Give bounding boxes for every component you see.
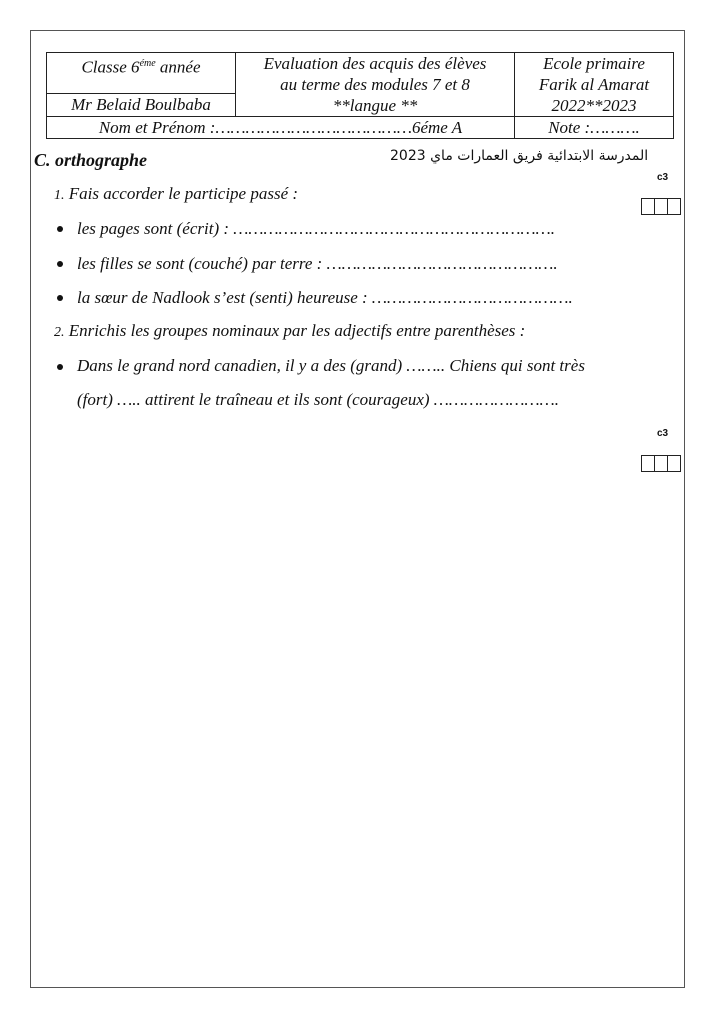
school-line-3: 2022**2023 xyxy=(551,96,637,115)
exercise-1-item-1[interactable]: les pages sont (écrit) : ………………………………………………………. xyxy=(77,219,555,238)
evaluation-cell xyxy=(236,53,515,117)
section-title: C. orthographe xyxy=(34,150,148,170)
score-label-1: c3 xyxy=(657,172,669,183)
name-field[interactable]: Nom et Prénom :…………………………………6éme A xyxy=(47,117,515,139)
school-line-1: Ecole primaire xyxy=(543,54,645,73)
eval-line-1: Evaluation des acquis des élèves xyxy=(263,54,487,73)
page-border xyxy=(30,30,685,988)
eval-line-3: **langue ** xyxy=(332,96,418,115)
bullet-icon xyxy=(57,295,63,301)
bullet-icon xyxy=(57,261,63,267)
class-prefix: Classe 6 xyxy=(81,57,140,77)
header-table xyxy=(46,52,674,139)
exercise-2-instruction: Enrichis les groupes nominaux par les adjectifs entre parenthèses : xyxy=(68,321,526,340)
exercise-1-item-2[interactable]: les filles se sont (couché) par terre : ………………………………………. xyxy=(77,254,558,273)
class-suffix: année xyxy=(155,57,201,77)
bullet-icon xyxy=(57,364,63,370)
exercise-1-item-3[interactable]: la sœur de Nadlook s’est (senti) heureuse : …………………………………. xyxy=(77,288,573,307)
school-line-2: Farik al Amarat xyxy=(538,75,650,94)
score-label-2: c3 xyxy=(657,428,669,439)
exercise-1-instruction: Fais accorder le participe passé : xyxy=(68,184,299,203)
teacher-cell: Mr Belaid Boulbaba xyxy=(47,94,236,117)
exercise-2-number: 2. xyxy=(54,325,65,340)
exercise-2-item-line-2[interactable]: (fort) ….. attirent le traîneau et ils sont (courageux) ……………………. xyxy=(77,390,559,409)
note-field[interactable]: Note :………. xyxy=(515,117,674,139)
arabic-school-line: المدرسة الابتدائية فريق العمارات ماي 2023 xyxy=(390,148,649,164)
exercise-1-number: 1. xyxy=(54,188,65,203)
score-box-1[interactable] xyxy=(641,198,681,215)
exercise-2-heading xyxy=(54,321,525,341)
bullet-icon xyxy=(57,226,63,232)
eval-line-2: au terme des modules 7 et 8 xyxy=(280,75,470,94)
score-box-2[interactable] xyxy=(641,455,681,472)
exercise-2-item-line-1[interactable]: Dans le grand nord canadien, il y a des (grand) …….. Chiens qui sont très xyxy=(77,356,585,375)
school-cell xyxy=(515,53,674,117)
class-sup: éme xyxy=(139,58,156,69)
class-cell xyxy=(47,53,236,94)
exercise-1-heading xyxy=(54,184,298,204)
